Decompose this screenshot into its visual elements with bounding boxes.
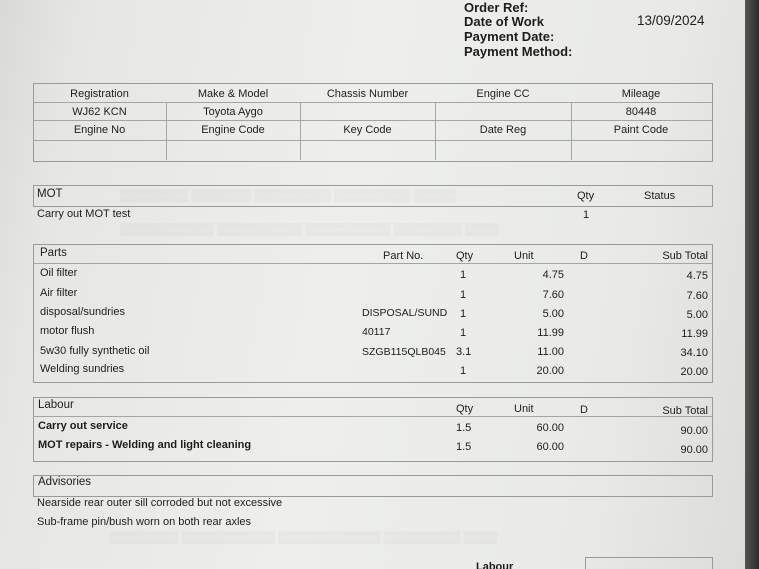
parts-row-desc: Air filter — [40, 287, 78, 299]
paint-code-label: Paint Code — [613, 124, 669, 136]
parts-row-unit: 11.00 — [537, 346, 564, 358]
date-of-work-value: 13/09/2024 — [637, 13, 705, 28]
parts-row-qty: 1 — [460, 269, 467, 281]
labour-subtotal-header: Sub Total — [662, 405, 708, 417]
parts-row-subtotal: 5.00 — [686, 309, 708, 321]
parts-row-qty: 1 — [460, 365, 467, 377]
labour-row-desc: MOT repairs - Welding and light cleaning — [38, 439, 252, 451]
mot-header-bar — [33, 185, 713, 207]
parts-row-subtotal: 11.99 — [681, 328, 708, 340]
labour-row-qty: 1.5 — [456, 422, 472, 434]
parts-row-part-no: SZGB115QLB045 — [362, 346, 446, 358]
parts-row-desc: 5w30 fully synthetic oil — [40, 345, 150, 357]
labour-row-subtotal: 90.00 — [680, 444, 708, 456]
date-reg-label: Date Reg — [479, 124, 527, 136]
advisory-item: Sub-frame pin/bush worn on both rear axles — [37, 516, 252, 528]
parts-row-part-no: DISPOSAL/SUND — [362, 307, 448, 319]
parts-row-desc: Welding sundries — [40, 363, 125, 375]
parts-row-subtotal: 34.10 — [680, 347, 708, 359]
show-through-text: ▒▒▒▒▒▒▒▒▒▒▒ ▒▒▒▒▒▒▒▒▒▒ ▒▒▒▒▒▒▒▒▒▒ ▒▒▒▒▒▒▒▒ ▒▒▒▒ — [120, 222, 499, 236]
parts-row-unit: 4.75 — [542, 269, 564, 281]
background-surface — [745, 0, 759, 569]
footer-total-box — [585, 557, 713, 569]
parts-part-no-header: Part No. — [383, 250, 424, 262]
parts-row-unit: 20.00 — [536, 365, 564, 377]
parts-row-desc: disposal/sundries — [40, 306, 125, 318]
parts-row-subtotal: 20.00 — [680, 366, 708, 378]
parts-row-unit: 7.60 — [542, 289, 564, 301]
payment-method-label: Payment Method: — [464, 44, 573, 59]
parts-row-subtotal: 7.60 — [686, 290, 708, 302]
make-model-value: Toyota Aygo — [203, 106, 263, 118]
labour-qty-header: Qty — [456, 403, 474, 415]
footer-labour-label: Labour — [476, 561, 514, 569]
show-through-text: ▒▒▒▒▒▒▒▒ ▒▒▒▒▒▒▒ ▒▒▒▒▒▒▒▒▒ ▒▒▒▒▒▒▒▒▒ ▒▒▒▒▒ — [120, 188, 457, 202]
mot-title: MOT — [37, 188, 63, 200]
parts-row-desc: Oil filter — [40, 267, 78, 279]
parts-row-desc: motor flush — [40, 325, 95, 337]
parts-row-part-no: 40117 — [362, 326, 391, 338]
chassis-number-label: Chassis Number — [326, 88, 409, 100]
mot-status-header: Status — [644, 190, 676, 202]
mot-item-qty: 1 — [583, 209, 590, 221]
advisories-title: Advisories — [38, 476, 92, 488]
parts-qty-header: Qty — [456, 250, 474, 262]
payment-date-label: Payment Date: — [464, 29, 555, 44]
parts-row-subtotal: 4.75 — [686, 270, 708, 282]
labour-row-unit: 60.00 — [536, 441, 564, 453]
key-code-label: Key Code — [343, 124, 392, 136]
advisory-item: Nearside rear outer sill corroded but not excessive — [37, 497, 283, 509]
parts-row-unit: 11.99 — [537, 327, 564, 339]
parts-row-unit: 5.00 — [542, 308, 564, 320]
parts-row-qty: 1 — [460, 289, 467, 301]
labour-title: Labour — [38, 399, 74, 411]
show-through-text: ▒▒▒▒▒▒▒▒ ▒▒▒▒▒▒▒▒▒▒▒ ▒▒▒▒▒▒▒▒▒▒▒▒ ▒▒▒▒▒▒▒▒▒ ▒▒▒▒ — [110, 530, 498, 544]
mot-item-desc: Carry out MOT test — [37, 208, 131, 220]
labour-section-box — [33, 397, 713, 462]
advisories-header-bar — [33, 475, 713, 497]
labour-unit-header: Unit — [514, 403, 534, 415]
parts-d-header: D — [580, 250, 588, 262]
parts-unit-header: Unit — [514, 250, 534, 262]
labour-row-desc: Carry out service — [38, 420, 128, 432]
registration-label: Registration — [70, 88, 129, 100]
engine-code-label: Engine Code — [201, 124, 265, 136]
parts-row-qty: 1 — [460, 308, 467, 320]
parts-row-qty: 3.1 — [456, 346, 472, 358]
parts-title: Parts — [40, 247, 67, 259]
registration-value: WJ62 KCN — [72, 106, 127, 118]
mileage-value: 80448 — [625, 106, 657, 118]
engine-cc-label: Engine CC — [476, 88, 530, 100]
date-of-work-label: Date of Work — [464, 14, 544, 29]
make-model-label: Make & Model — [197, 88, 269, 100]
parts-subtotal-header: Sub Total — [662, 250, 708, 262]
mot-qty-header: Qty — [577, 190, 595, 202]
mileage-label: Mileage — [621, 88, 661, 100]
parts-row-qty: 1 — [460, 327, 467, 339]
labour-d-header: D — [580, 404, 588, 416]
labour-row-subtotal: 90.00 — [680, 425, 708, 437]
engine-no-label: Engine No — [73, 124, 126, 136]
order-ref-label: Order Ref: — [464, 0, 529, 15]
labour-row-qty: 1.5 — [456, 441, 472, 453]
labour-row-unit: 60.00 — [536, 422, 564, 434]
